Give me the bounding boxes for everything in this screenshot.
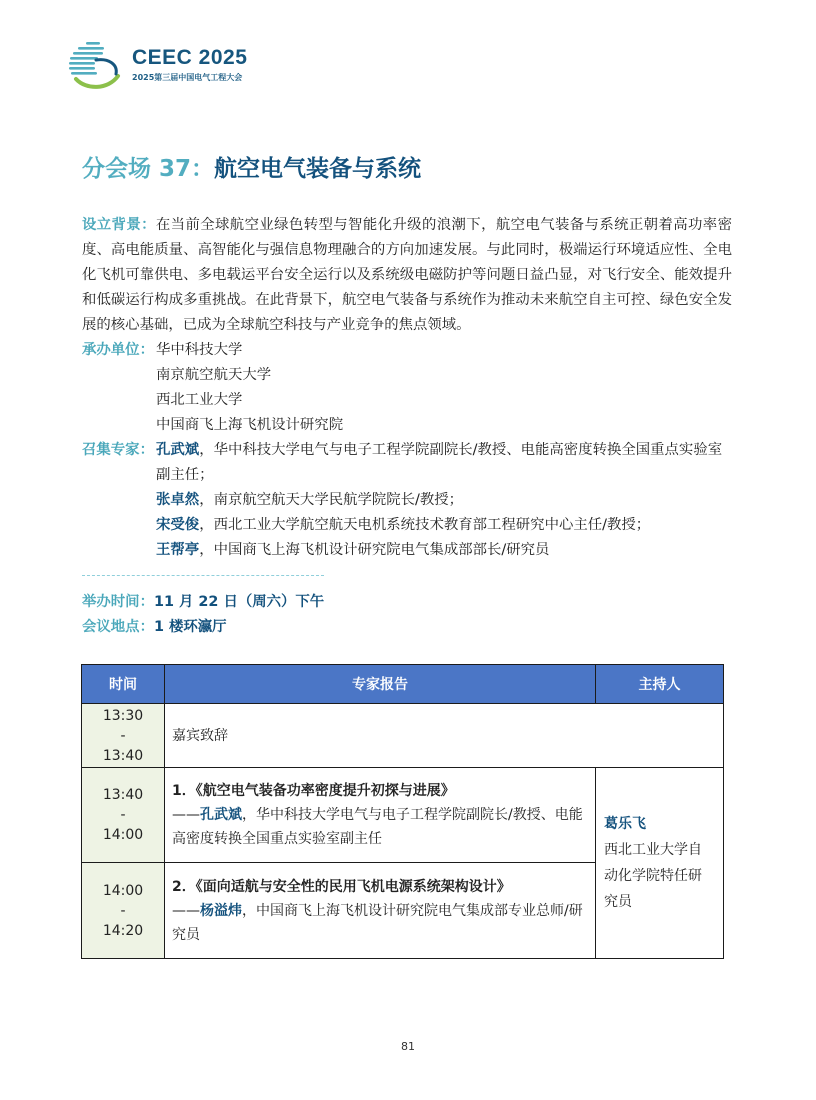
meeting-time xyxy=(82,590,324,615)
logo-title: CEEC 2025 xyxy=(132,46,248,69)
ceec-globe-icon xyxy=(66,38,122,94)
host-name: 葛乐飞 xyxy=(604,816,646,832)
expert-name: 孔武斌 xyxy=(156,442,200,458)
schedule-table xyxy=(81,664,724,959)
expert-detail: ，华中科技大学电气与电子工程学院副院长/教授、电能高密度转换全国重点实验室副主任； xyxy=(156,442,723,483)
ceec-logo xyxy=(66,38,266,98)
time-cell: 13:30 - 13:40 xyxy=(82,704,165,768)
dashed-divider xyxy=(82,575,324,576)
report-title: 2．《面向适航与安全性的民用飞机电源系统架构设计》 xyxy=(172,878,511,895)
expert-name: 宋受俊 xyxy=(156,517,200,533)
page-number: 81 xyxy=(401,1040,415,1053)
session-prefix: 分会场 37： xyxy=(82,156,215,182)
speaker-name: 孔武斌 xyxy=(200,807,242,823)
expert-name: 张卓然 xyxy=(156,492,200,508)
background-label: 设立背景： xyxy=(82,217,156,233)
organizer-item: 西北工业大学 xyxy=(156,392,243,408)
page-title xyxy=(82,150,421,183)
speaker-affil: ，华中科技大学电气与电子工程学院副院长/教授、电能高密度转换全国重点实验室副主任 xyxy=(172,807,583,847)
host-cell xyxy=(596,768,724,959)
experts-label: 召集专家： xyxy=(82,442,154,458)
organizer-item: 南京航空航天大学 xyxy=(156,367,272,383)
meeting-place xyxy=(82,615,227,640)
expert-name: 王帮亭 xyxy=(156,542,200,558)
header-host: 主持人 xyxy=(596,665,724,704)
expert-item xyxy=(156,513,731,538)
report-speaker: ——杨溢炜，中国商飞上海飞机设计研究院电气集成部专业总师/研究员 xyxy=(172,902,583,943)
speaker-name: 杨溢炜 xyxy=(200,902,242,919)
background-paragraph xyxy=(82,213,732,338)
session-title: 航空电气装备与系统 xyxy=(214,156,422,182)
report-cell xyxy=(165,863,596,959)
table-row xyxy=(82,768,724,863)
time-cell: 14:00 - 14:20 xyxy=(82,863,165,959)
organizers-label: 承办单位： xyxy=(82,342,154,358)
expert-item xyxy=(156,438,731,488)
time-value: 11 月 22 日（周六）下午 xyxy=(153,594,325,610)
background-text: 在当前全球航空业绿色转型与智能化升级的浪潮下，航空电气装备与系统正朝着高功率密度、高电能质量、高智能化与强信息物理融合的方向加速发展。与此同时，极端运行环境适应性、全电化飞机可靠供电、多电载运平台安全运行以及系统级电磁防护等问题日益凸显，对飞行安全、能效提升和低碳运行构成多重挑战。在此背景下，航空电气装备与系统作为推动未来航空自主可控、绿色安全发展的核心基础，已成为全球航空科技与产业竞争的焦点领域。 xyxy=(82,217,732,333)
expert-detail: ，南京航空航天大学民航学院院长/教授； xyxy=(199,492,464,508)
header-report: 专家报告 xyxy=(165,665,596,704)
expert-detail: ，西北工业大学航空航天电机系统技术教育部工程研究中心主任/教授； xyxy=(199,517,651,533)
time-label: 举办时间： xyxy=(82,594,154,610)
report-title: 1．《航空电气装备功率密度提升初探与进展》 xyxy=(172,783,455,799)
expert-detail: ，中国商飞上海飞机设计研究院电气集成部部长/研究员 xyxy=(199,542,550,558)
report-cell xyxy=(165,768,596,863)
organizer-item: 中国商飞上海飞机设计研究院 xyxy=(156,417,344,433)
header-time: 时间 xyxy=(82,665,165,704)
logo-subtitle: 2025第三届中国电气工程大会 xyxy=(132,73,243,82)
table-header-row xyxy=(82,665,724,704)
organizer-item: 华中科技大学 xyxy=(156,342,243,358)
time-cell: 13:40 - 14:00 xyxy=(82,768,165,863)
speaker-affil: ，中国商飞上海飞机设计研究院电气集成部专业总师/研究员 xyxy=(172,902,583,943)
report-speaker: ——孔武斌，华中科技大学电气与电子工程学院副院长/教授、电能高密度转换全国重点实验室副主任 xyxy=(172,807,583,847)
place-value: 1 楼环瀛厅 xyxy=(153,619,227,635)
report-cell: 嘉宾致辞 xyxy=(165,704,724,768)
host-affil: 西北工业大学自动化学院特任研究员 xyxy=(604,842,702,910)
place-label: 会议地点： xyxy=(82,619,154,635)
table-row xyxy=(82,704,724,768)
expert-item xyxy=(156,538,731,563)
expert-item xyxy=(156,488,731,513)
